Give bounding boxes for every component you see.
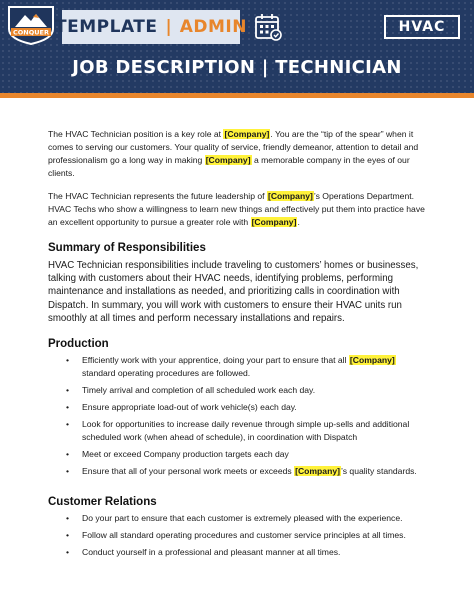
bullet-icon: • [66, 466, 70, 477]
text: a memorable company in the eyes of our clients. [48, 155, 410, 178]
list-item [48, 418, 426, 444]
text: Conduct yourself in a professional and pleasant manner at all times. [82, 547, 341, 558]
text: Do your part to ensure that each customer is extremely pleased with the experience. [82, 513, 403, 524]
text: Ensure that all of your personal work meets or exceeds [82, 466, 295, 477]
bullet-icon: • [66, 419, 70, 430]
admin-label: ADMIN [179, 17, 247, 37]
list-item [48, 354, 426, 380]
text: . You are the “tip of the spear” when it comes to serving our customers. Your quality of service, friendly demeanor, attention to detail and professionalism go a long way in making [48, 129, 419, 165]
bullet-icon: • [66, 385, 70, 396]
production-list [48, 354, 426, 478]
bullet-icon: • [66, 513, 70, 524]
list-item [48, 512, 426, 525]
conquer-logo [3, 3, 59, 45]
text: standard operating procedures are followed. [82, 368, 251, 379]
text: The HVAC Technician represents the future leadership of [48, 191, 267, 201]
text: Efficiently work with your apprentice, doing your part to ensure that all [82, 355, 349, 366]
summary-paragraph: HVAC Technician responsibilities include traveling to customers’ homes or businesses, talking with customers about their HVAC needs, identifying problems, performing maintenance and installations as needed, and prioritizing calls in coordination with Dispatch. In summary, you will work with customers to ensure their HVAC units run smoothly at all times and perform necessary installations and repairs. [48, 260, 419, 324]
customer-relations-list [48, 512, 426, 559]
text: ’s Operations Department. HVAC Techs who show a willingness to learn new things and effectively put them into practice have an excellent opportunity to pursue a greater role with [48, 191, 425, 227]
separator: | [165, 17, 172, 37]
company-placeholder: [Company] [349, 355, 395, 366]
svg-text:CONQUER: CONQUER [13, 28, 49, 37]
list-item [48, 401, 426, 414]
list-item [48, 448, 426, 461]
hvac-badge [384, 15, 460, 39]
hvac-badge-label: HVAC [398, 19, 446, 35]
list-item [48, 465, 426, 478]
list-item [48, 384, 426, 397]
customer-relations-heading: Customer Relations [48, 496, 157, 509]
company-placeholder: [Company] [224, 129, 270, 139]
accent-bar [0, 93, 474, 98]
text: Look for opportunities to increase daily revenue through simple up-sells and additional scheduled work (when ahead of schedule), in coordination with Dispatch [82, 419, 410, 443]
text: . [297, 217, 300, 227]
company-placeholder: [Company] [251, 217, 297, 227]
text: ’s quality standards. [340, 466, 417, 477]
company-placeholder: [Company] [205, 155, 251, 165]
calendar-icon [253, 12, 283, 42]
bullet-icon: • [66, 402, 70, 413]
text: Timely arrival and completion of all scheduled work each day. [82, 385, 316, 396]
text: Ensure appropriate load-out of work vehicle(s) each day. [82, 402, 297, 413]
list-item [48, 546, 426, 559]
bullet-icon: • [66, 530, 70, 541]
list-item [48, 529, 426, 542]
header-banner [0, 0, 474, 93]
intro-paragraph-1 [48, 128, 426, 180]
text: The HVAC Technician position is a key role at [48, 129, 224, 139]
production-heading: Production [48, 338, 109, 351]
template-label: TEMPLATE [55, 17, 158, 37]
bullet-icon: • [66, 355, 70, 366]
page-title: JOB DESCRIPTION | TECHNICIAN [72, 57, 402, 78]
document-body [48, 128, 426, 563]
text: Follow all standard operating procedures and customer service principles at all times. [82, 530, 406, 541]
summary-heading: Summary of Responsibilities [48, 242, 206, 254]
intro-paragraph-2 [48, 190, 426, 229]
bullet-icon: • [66, 547, 70, 558]
bullet-icon: • [66, 449, 70, 460]
company-placeholder: [Company] [267, 191, 313, 201]
template-admin-label [55, 10, 247, 44]
text: Meet or exceed Company production targets each day [82, 449, 289, 460]
company-placeholder: [Company] [295, 466, 340, 477]
